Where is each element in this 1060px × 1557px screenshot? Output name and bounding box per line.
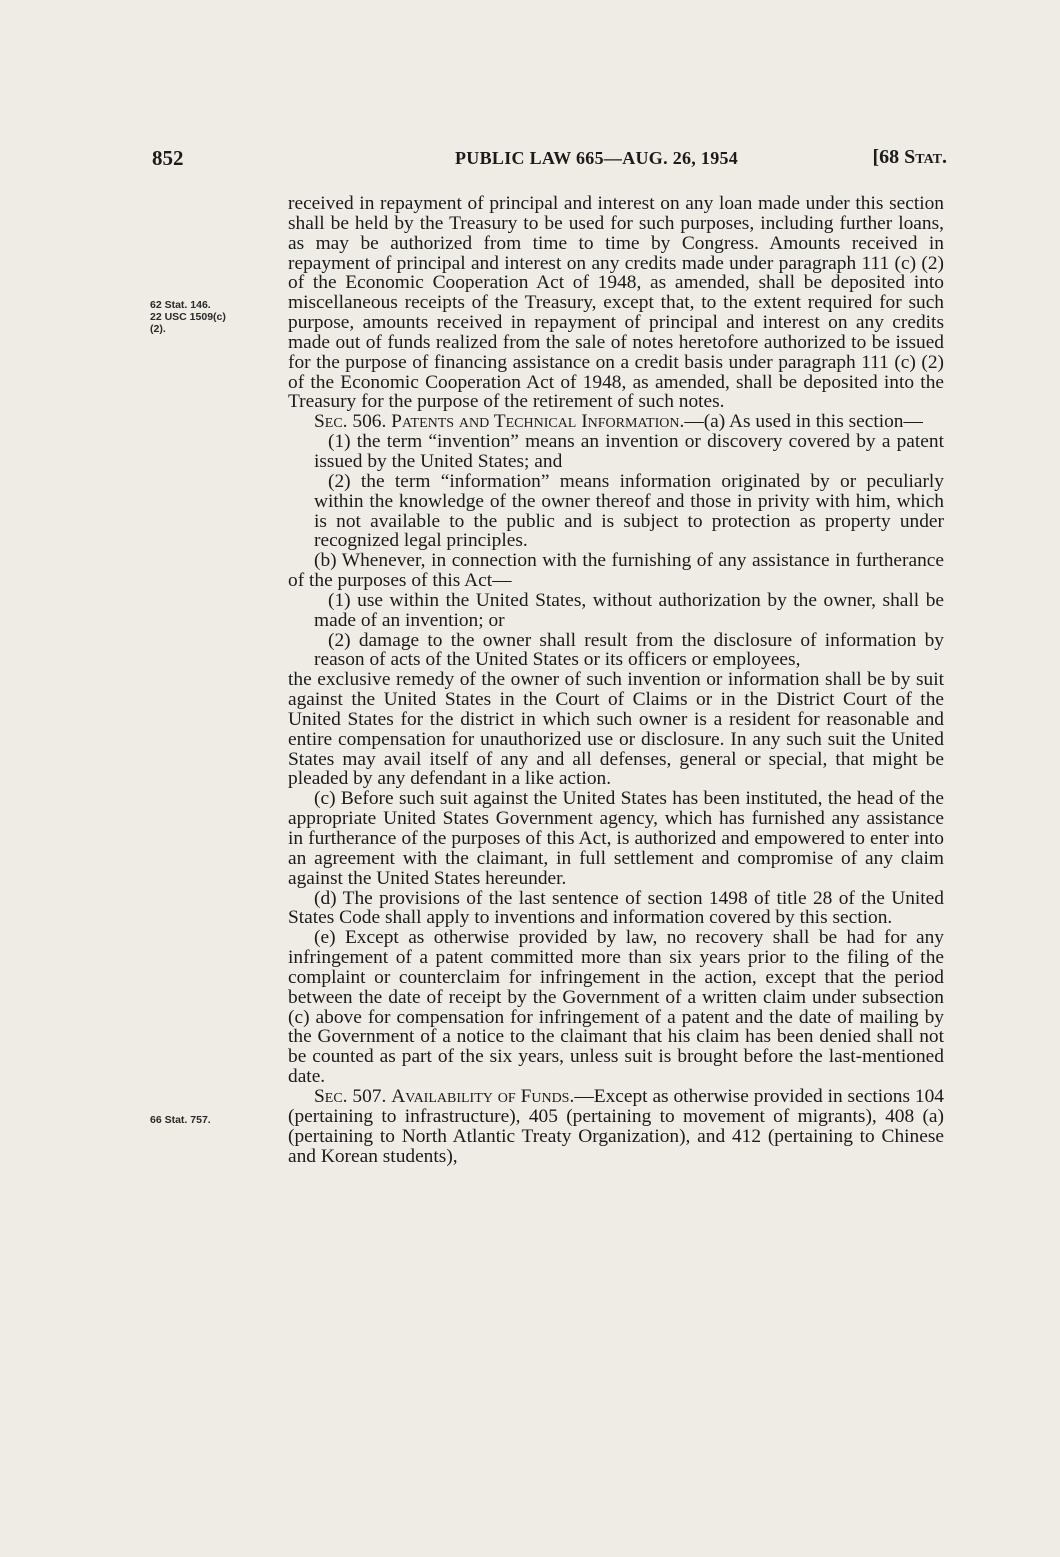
margin-note-line: 22 USC 1509(c)	[150, 311, 226, 323]
paragraph-e: (e) Except as otherwise provided by law, no recovery shall be had for any infringement of a patent committed more than six years prior to the filing of the complaint or counterclaim for infringement in the action, except that the period between the date of receipt by the Government of a written claim under subsection (c) above for compensation for infringement of a patent and the date of mailing by the Government of a notice to the claimant that his claim has been denied shall not be counted as part of the six years, unless suit is brought before the last-mentioned date.	[288, 927, 944, 1088]
page-title: PUBLIC LAW 665—AUG. 26, 1954	[455, 148, 739, 168]
paragraph-b: (b) Whenever, in connection with the furnishing of any assistance in furtherance of the purposes of this Act—	[288, 550, 944, 592]
section-heading: Availability of Funds.	[391, 1085, 575, 1107]
section-506-intro	[288, 412, 944, 432]
section-label: Sec. 507.	[314, 1085, 387, 1107]
paragraph-b-continued: the exclusive remedy of the owner of such invention or information shall be by suit against the United States in the Court of Claims or in the District Court of the United States for the district in which such owner is a resident for reasonable and entire compensation for unauthorized use or disclosure. In any such suit the United States may avail itself of any and all defenses, general or special, that might be pleaded by any defendant in a like action.	[288, 669, 944, 790]
paragraph-b1: (1) use within the United States, without authorization by the owner, shall be made of an invention; or	[314, 589, 944, 631]
body-text	[288, 194, 944, 1166]
margin-note-line: 62 Stat. 146.	[150, 299, 211, 311]
page-number: 852	[152, 146, 184, 170]
paragraph-a2: (2) the term “information” means information originated by or peculiarly within the knowledge of the owner thereof and those in privity with him, which is not available to the public and is subject to protection as property under recognized legal principles.	[314, 470, 944, 552]
section-heading: Patents and Technical Information.	[391, 411, 685, 433]
margin-note-citation	[150, 299, 275, 335]
section-label: Sec. 506.	[314, 411, 387, 433]
statute-reference: [68 Stat.	[872, 146, 947, 168]
paragraph-a1: (1) the term “invention” means an invention or discovery covered by a patent issued by the United States; and	[314, 431, 944, 472]
margin-note-line: 66 Stat. 757.	[150, 1114, 211, 1126]
paragraph-d: (d) The provisions of the last sentence of section 1498 of title 28 of the United States Code shall apply to inventions and information covered by this section.	[288, 887, 944, 929]
section-intro: —(a) As used in this section—	[684, 411, 923, 433]
margin-note-citation	[150, 1114, 275, 1126]
paragraph-c: (c) Before such suit against the United States has been instituted, the head of the appropriate United States Government agency, which has furnished any assistance in furtherance of the purposes of this Act, is authorized and empowered to enter into an agreement with the claimant, in full settlement and compromise of any claim against the United States hereunder.	[288, 788, 944, 889]
paragraph: received in repayment of principal and interest on any loan made under this section shall be held by the Treasury to be used for such purposes, including further loans, as may be authorized from time to time by Congress. Amounts received in repayment of principal and interest on any credits made under paragraph 111 (c) (2) of the Economic Cooperation Act of 1948, as amended, shall be deposited into miscellaneous receipts of the Treasury, except that, to the extent required for such purpose, amounts received in repayment of principal and interest on any credits made out of funds realized from the sale of notes heretofore authorized to be issued for the purpose of financing assistance on a credit basis under paragraph 111 (c) (2) of the Economic Cooperation Act of 1948, as amended, shall be deposited into the Treasury for the purpose of the retirement of such notes.	[288, 193, 944, 413]
page-header	[152, 146, 947, 176]
section-text: —Except as otherwise provided in sections 104 (pertaining to infrastructure), 405 (pertaining to movement of migrants), 408 (a) (pertaining to North Atlantic Treaty Organization), and 412 (pertaining to Chinese and Korean students),	[288, 1085, 945, 1167]
margin-note-line: (2).	[150, 323, 166, 335]
paragraph-b2: (2) damage to the owner shall result from the disclosure of information by reason of acts of the United States or its officers or employees,	[314, 629, 944, 671]
section-507	[288, 1087, 944, 1166]
